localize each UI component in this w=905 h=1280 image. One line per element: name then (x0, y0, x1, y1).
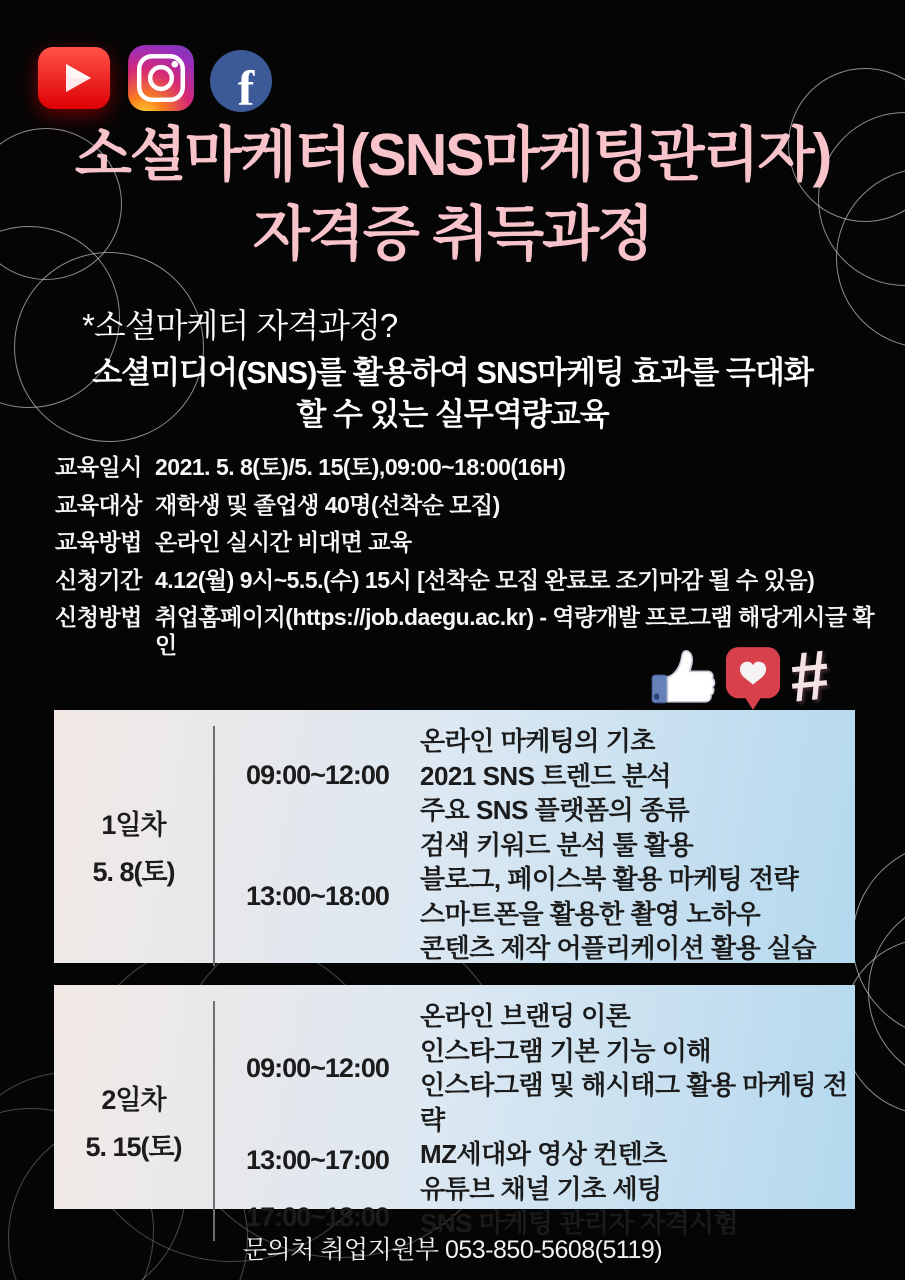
topic-line: 유튜브 채널 기초 세팅 (420, 1173, 662, 1204)
day2-label (54, 985, 213, 1257)
day1-label (54, 710, 213, 982)
day1-line2: 5. 8(토) (92, 856, 175, 887)
page-title (0, 116, 905, 274)
day1-sessions (215, 710, 855, 982)
info-value: 4.12(월) 9시~5.5.(수) 15시 [선착순 모집 완료로 조기마감 될 수 있음) (155, 566, 815, 593)
day1-line1: 1일차 (101, 809, 166, 840)
topic-line: 주요 SNS 플랫폼의 종류 (420, 795, 690, 825)
info-row-schedule (55, 454, 885, 482)
youtube-icon (36, 45, 112, 116)
info-row-apply-period (55, 567, 885, 595)
intro-desc-line2: 할 수 있는 실무역량교육 (296, 397, 609, 432)
topic-line: 2021 SNS 트렌드 분석 (420, 760, 672, 791)
session-time: 13:00~18:00 (246, 881, 389, 911)
day2-session-morning (215, 999, 855, 1137)
session-topics (420, 1137, 855, 1241)
hashtag-icon: # (786, 635, 833, 717)
info-label: 신청기간 (55, 566, 142, 593)
info-label: 교육대상 (55, 491, 142, 518)
day1-session-afternoon (215, 828, 855, 966)
info-value: 온라인 실시간 비대면 교육 (155, 529, 412, 555)
topic-line: 스마트폰을 활용한 촬영 노하우 (420, 898, 761, 929)
schedule-table-day2 (54, 985, 855, 1238)
session-topics (420, 999, 855, 1137)
info-row-target (55, 492, 885, 520)
session-topics (420, 724, 855, 828)
info-value: 2021. 5. 8(토)/5. 15(토),09:00~18:00(16H) (155, 454, 566, 480)
facebook-icon: f (210, 50, 272, 112)
contact-info: 문의처 취업지원부 053-850-5608(5119) (242, 1236, 663, 1264)
info-label: 교육방법 (55, 529, 142, 555)
day1-session-morning (215, 724, 855, 828)
topic-line: 온라인 브랜딩 이론 (420, 1001, 631, 1031)
title-line1: 소셜마케터(SNS마케팅관리자) (74, 122, 831, 188)
session-time: 09:00~12:00 (246, 1052, 389, 1083)
session-time: 09:00~12:00 (246, 760, 389, 791)
intro-desc-line1: 소셜미디어(SNS)를 활용하여 SNS마케팅 효과를 극대화 (92, 355, 813, 390)
info-label: 신청방법 (55, 604, 142, 630)
intro-question: *소셜마케터 자격과정? (82, 307, 398, 344)
topic-line: SNS 마케팅 관리자 자격시험 (420, 1208, 739, 1238)
session-topics (420, 828, 855, 966)
topic-line: 온라인 마케팅의 기초 (420, 726, 655, 756)
day2-sessions (215, 985, 855, 1257)
topic-line: 인스타그램 기본 기능 이해 (420, 1035, 711, 1066)
schedule-table-day1 (54, 710, 855, 963)
topic-line: 검색 키워드 분석 툴 활용 (420, 829, 694, 860)
decor-social-icons (650, 635, 833, 717)
topic-line: 블로그, 페이스북 활용 마케팅 전략 (420, 864, 799, 894)
info-value: 취업홈페이지(https://job.daegu.ac.kr) - 역량개발 프로그램 해당게시글 확인 (155, 604, 875, 658)
topic-line: MZ세대와 영상 컨텐츠 (420, 1139, 667, 1169)
info-row-method (55, 529, 885, 557)
topic-line: 콘텐츠 제작 어플리케이션 활용 실습 (420, 933, 817, 963)
topic-line: 인스타그램 및 해시태그 활용 마케팅 전략 (420, 1070, 848, 1135)
social-app-icons (36, 44, 272, 117)
thumbs-up-icon (650, 645, 716, 712)
session-time: 13:00~17:00 17:00~18:00 (246, 1144, 389, 1232)
course-info-list (55, 454, 885, 669)
info-label: 교육일시 (55, 454, 142, 480)
info-value: 재학생 및 졸업생 40명(선착순 모집) (155, 491, 500, 518)
day2-line2: 5. 15(토) (85, 1131, 182, 1162)
title-line2: 자격증 취득과정 (252, 201, 653, 267)
day2-session-afternoon (215, 1137, 855, 1241)
instagram-icon (127, 44, 195, 117)
intro-description (0, 352, 905, 436)
day2-line1: 2일차 (101, 1084, 166, 1115)
heart-bubble-icon (724, 645, 782, 716)
